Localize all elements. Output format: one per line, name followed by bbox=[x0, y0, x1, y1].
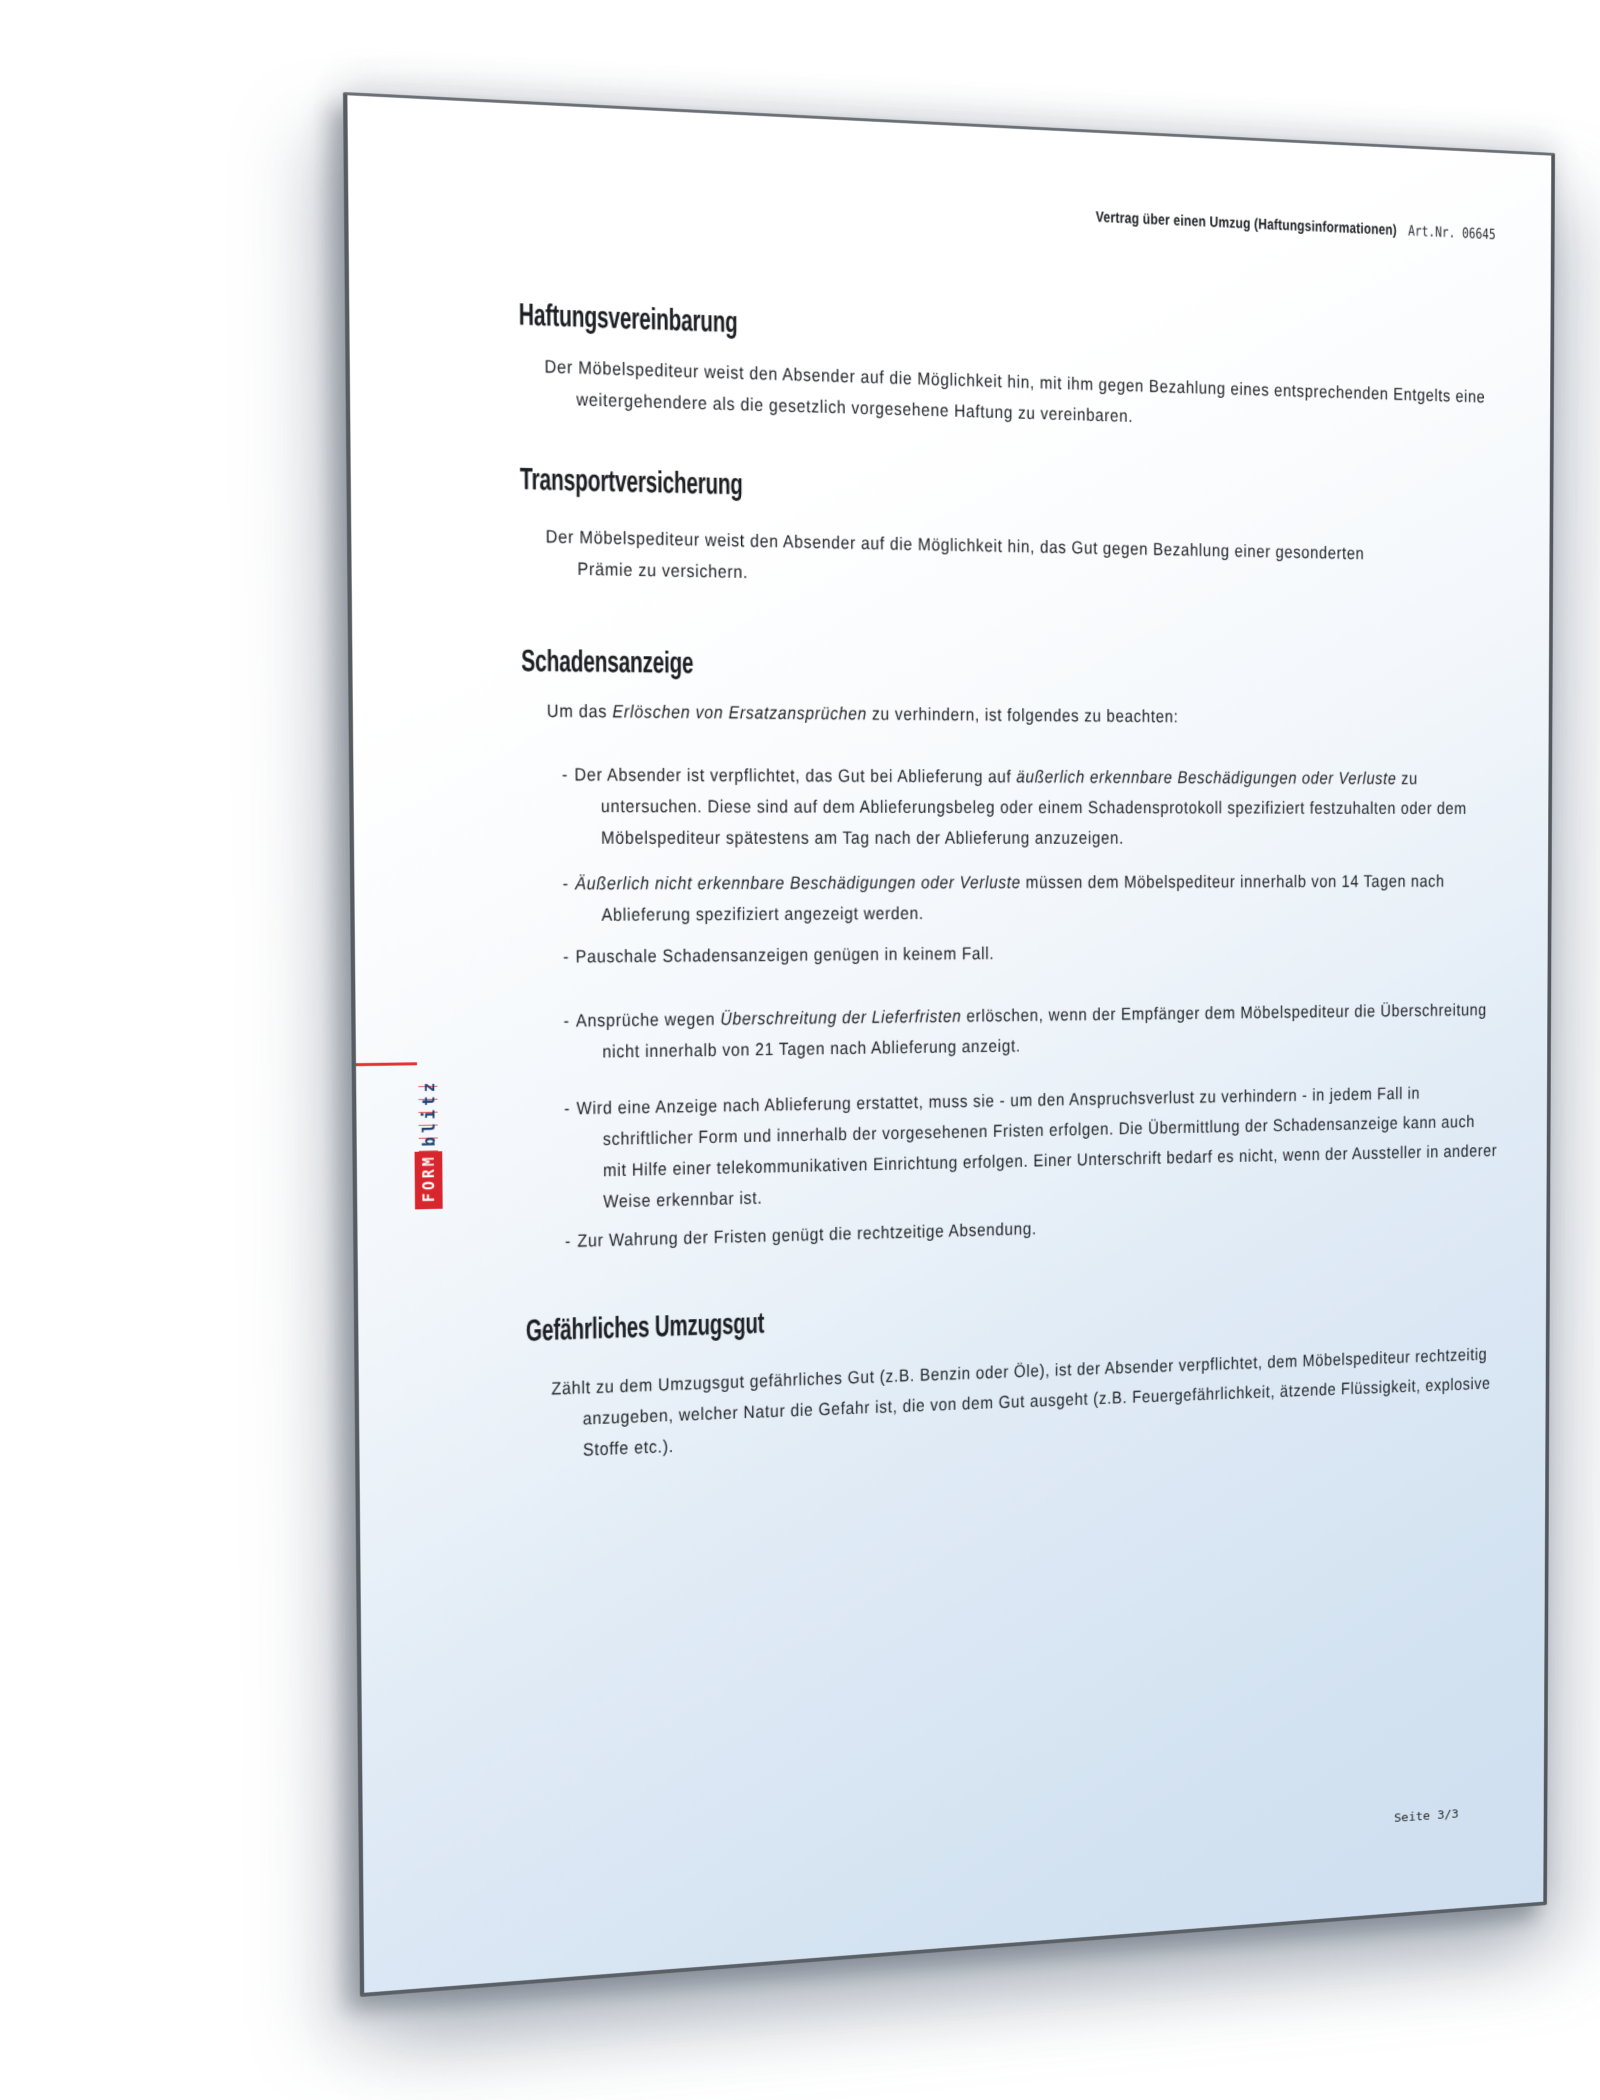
bullet-dash: - bbox=[564, 1099, 571, 1120]
bullet-text: erlöschen, wenn der Empfänger dem Möbelspediteur die Überschreitung nicht innerhalb von 21 Tagen nach Ablieferung anzeigt. bbox=[602, 1001, 1487, 1063]
bullet-text: zu untersuchen. Diese sind auf dem Ablieferungsbeleg oder einem Schadensprotokoll spezifiziert festzuhalten oder dem Möbelspediteur spätestens am Tag nach der Ablieferung anzuzeigen. bbox=[600, 769, 1467, 849]
formblitz-logo bbox=[414, 1062, 443, 1210]
logo-rule-line bbox=[356, 1062, 417, 1066]
bullet-dash: - bbox=[563, 1011, 570, 1032]
bullet-text-italic: Überschreitung der Lieferfristen bbox=[720, 1007, 962, 1030]
bullet-text: Zur Wahrung der Fristen genügt die rechtzeitige Absendung. bbox=[577, 1219, 1037, 1252]
bullet-item bbox=[564, 1078, 1498, 1218]
header-article-number: Art.Nr. 06645 bbox=[1408, 222, 1496, 243]
header-title: Vertrag über einen Umzug (Haftungsinformationen) bbox=[1095, 208, 1397, 239]
bullet-text: müssen dem Möbelspediteur innerhalb von 14 Tagen nach Ablieferung spezifiziert angezeigt werden. bbox=[601, 872, 1445, 926]
heading-gefaehrliches-umzugsgut: Gefährliches Umzugsgut bbox=[525, 1307, 765, 1349]
bullet-dash: - bbox=[562, 874, 569, 895]
bullet-dash: - bbox=[561, 765, 569, 786]
paragraph-schaden-intro bbox=[546, 696, 1499, 735]
bullet-dash: - bbox=[564, 1231, 572, 1252]
formblitz-logo-inner bbox=[414, 1062, 443, 1210]
heading-schadensanzeige: Schadensanzeige bbox=[521, 644, 694, 681]
heading-haftungsvereinbarung: Haftungsvereinbarung bbox=[518, 298, 738, 341]
heading-transportversicherung: Transportversicherung bbox=[519, 462, 743, 503]
bullet-item bbox=[563, 995, 1498, 1068]
intro-italic: Erlöschen von Ersatzansprüchen bbox=[612, 702, 867, 725]
bullet-item bbox=[563, 935, 1499, 972]
bullet-text: Pauschale Schadensanzeigen genügen in keinem Fall. bbox=[575, 944, 995, 968]
paragraph-haftung: Der Möbelspediteur weist den Absender auf die Möglichkeit hin, mit ihm gegen Bezahlung eines entsprechenden Entgelts eine weitergehendere als die gesetzlich vorgesehene Haftung zu vereinbaren. bbox=[544, 357, 1486, 427]
paragraph-gefahr: Zählt zu dem Umzugsgut gefährliches Gut (z.B. Benzin oder Öle), ist der Absender verpflichtet, dem Möbelspediteur rechtzeitig anzugeben, welcher Natur die Gefahr ist, die von dem Gut ausgeht (z.B. Feuergefährlichkeit, ätzende Flüssigkeit, explosive Stoffe etc.). bbox=[551, 1345, 1491, 1461]
document-header bbox=[1096, 208, 1496, 242]
bullet-text: Ansprüche wegen bbox=[575, 1009, 721, 1032]
intro-post: zu verhindern, ist folgendes zu beachten: bbox=[866, 704, 1179, 727]
bullet-dash: - bbox=[563, 947, 570, 968]
bullet-text-italic: äußerlich erkennbare Beschädigungen oder Verluste bbox=[1016, 767, 1397, 789]
logo-form-wordmark: FORM bbox=[415, 1151, 443, 1209]
bullet-text: Wird eine Anzeige nach Ablieferung erstattet, muss sie - um den Anspruchsverlust zu verhindern - in jedem Fall in schriftlicher Form und innerhalb der vorgesehenen Fristen erfolgen. Die Übermittlung der Schadensanzeige kann auch mit Hilfe einer telekommunikativen Einrichtung erfolgen. Einer Unterschrift bedarf es nicht, wenn der Aussteller in anderer Weise erkennbar ist. bbox=[576, 1084, 1498, 1213]
paragraph-transport: Der Möbelspediteur weist den Absender auf die Möglichkeit hin, das Gut gegen Bezahlung einer gesonderten Prämie zu versichern. bbox=[545, 527, 1365, 583]
bullet-item bbox=[561, 760, 1499, 854]
intro-pre: Um das bbox=[546, 701, 613, 723]
page-number: Seite 3/3 bbox=[1394, 1807, 1459, 1826]
bullet-item bbox=[562, 867, 1498, 931]
logo-blitz-wordmark: blitz bbox=[414, 1077, 442, 1152]
bullet-text: Der Absender ist verpflichtet, das Gut bei Ablieferung auf bbox=[574, 765, 1017, 788]
bullet-text-italic: Äußerlich nicht erkennbare Beschädigungen oder Verluste bbox=[575, 873, 1021, 895]
document-page bbox=[343, 92, 1555, 1997]
